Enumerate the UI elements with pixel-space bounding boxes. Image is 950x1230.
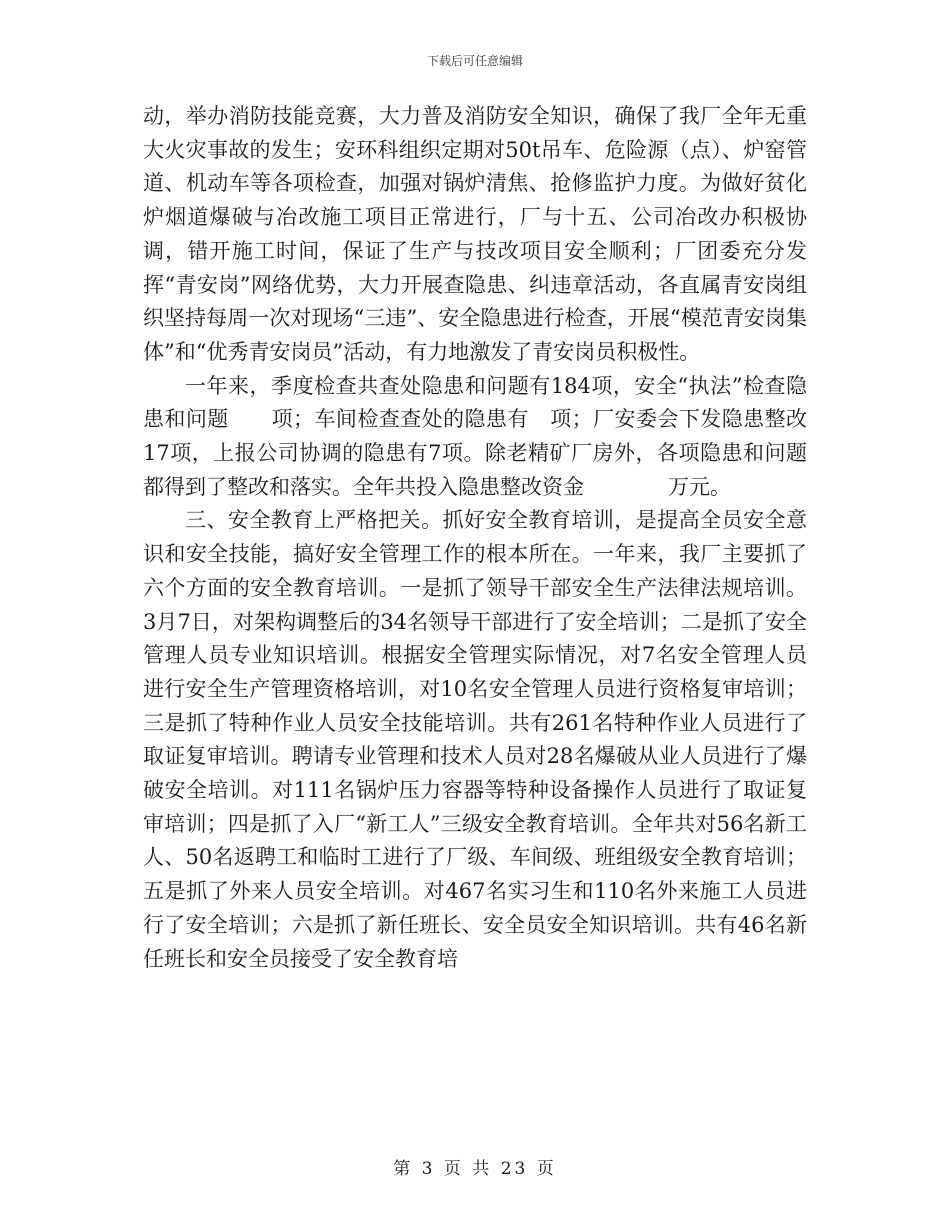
document-body [143,100,807,976]
paragraph-3: 三、安全教育上严格把关。抓好安全教育培训，是提高全员安全意识和安全技能，搞好安全管理工作的根本所在。一年来，我厂主要抓了六个方面的安全教育培训。一是抓了领导干部安全生产法律法规培训。3月7日，对架构调整后的34名领导干部进行了安全培训；二是抓了安全管理人员专业知识培训。根据安全管理实际情况，对7名安全管理人员进行安全生产管理资格培训，对10名安全管理人员进行资格复审培训；三是抓了特种作业人员安全技能培训。共有261名特种作业人员进行了取证复审培训。聘请专业管理和技术人员对28名爆破从业人员进行了爆破安全培训。对111名锅炉压力容器等特种设备操作人员进行了取证复审培训；四是抓了入厂“新工人”三级安全教育培训。全年共对56名新工人、50名返聘工和临时工进行了厂级、车间级、班组级安全教育培训；五是抓了外来人员安全培训。对467名实习生和110名外来施工人员进行了安全培训；六是抓了新任班长、安全员安全知识培训。共有46名新任班长和安全员接受了安全教育培 [143,508,807,971]
paragraph-1: 动，举办消防技能竞赛，大力普及消防安全知识，确保了我厂全年无重大火灾事故的发生；安环科组织定期对50t吊车、危险源（点）、炉窑管道、机动车等各项检查，加强对锅炉清焦、抢修监护力度。为做好贫化炉烟道爆破与冶改施工项目正常进行，厂与十五、公司冶改办积极协调，错开施工时间，保证了生产与技改项目安全顺利；厂团委充分发挥“青安岗”网络优势，大力开展查隐患、纠违章活动，各直属青安岗组织坚持每周一次对现场“三违”、安全隐患进行检查，开展“模范青安岗集体”和“优秀青安岗员”活动，有力地激发了青安岗员积极性。 [143,104,807,364]
paragraph-2: 一年来，季度检查共查处隐患和问题有184项，安全“执法”检查隐患和问题 项；车间检查查处的隐患有 项；厂安委会下发隐患整改17项，上报公司协调的隐患有7项。除老精矿厂房外，各项隐患和问题都得到了整改和落实。全年共投入隐患整改资金 万元。 [143,373,807,499]
page-header: 下载后可任意编辑 [426,54,523,68]
page-footer-number: 第 3 页 共 23 页 [393,1159,557,1179]
